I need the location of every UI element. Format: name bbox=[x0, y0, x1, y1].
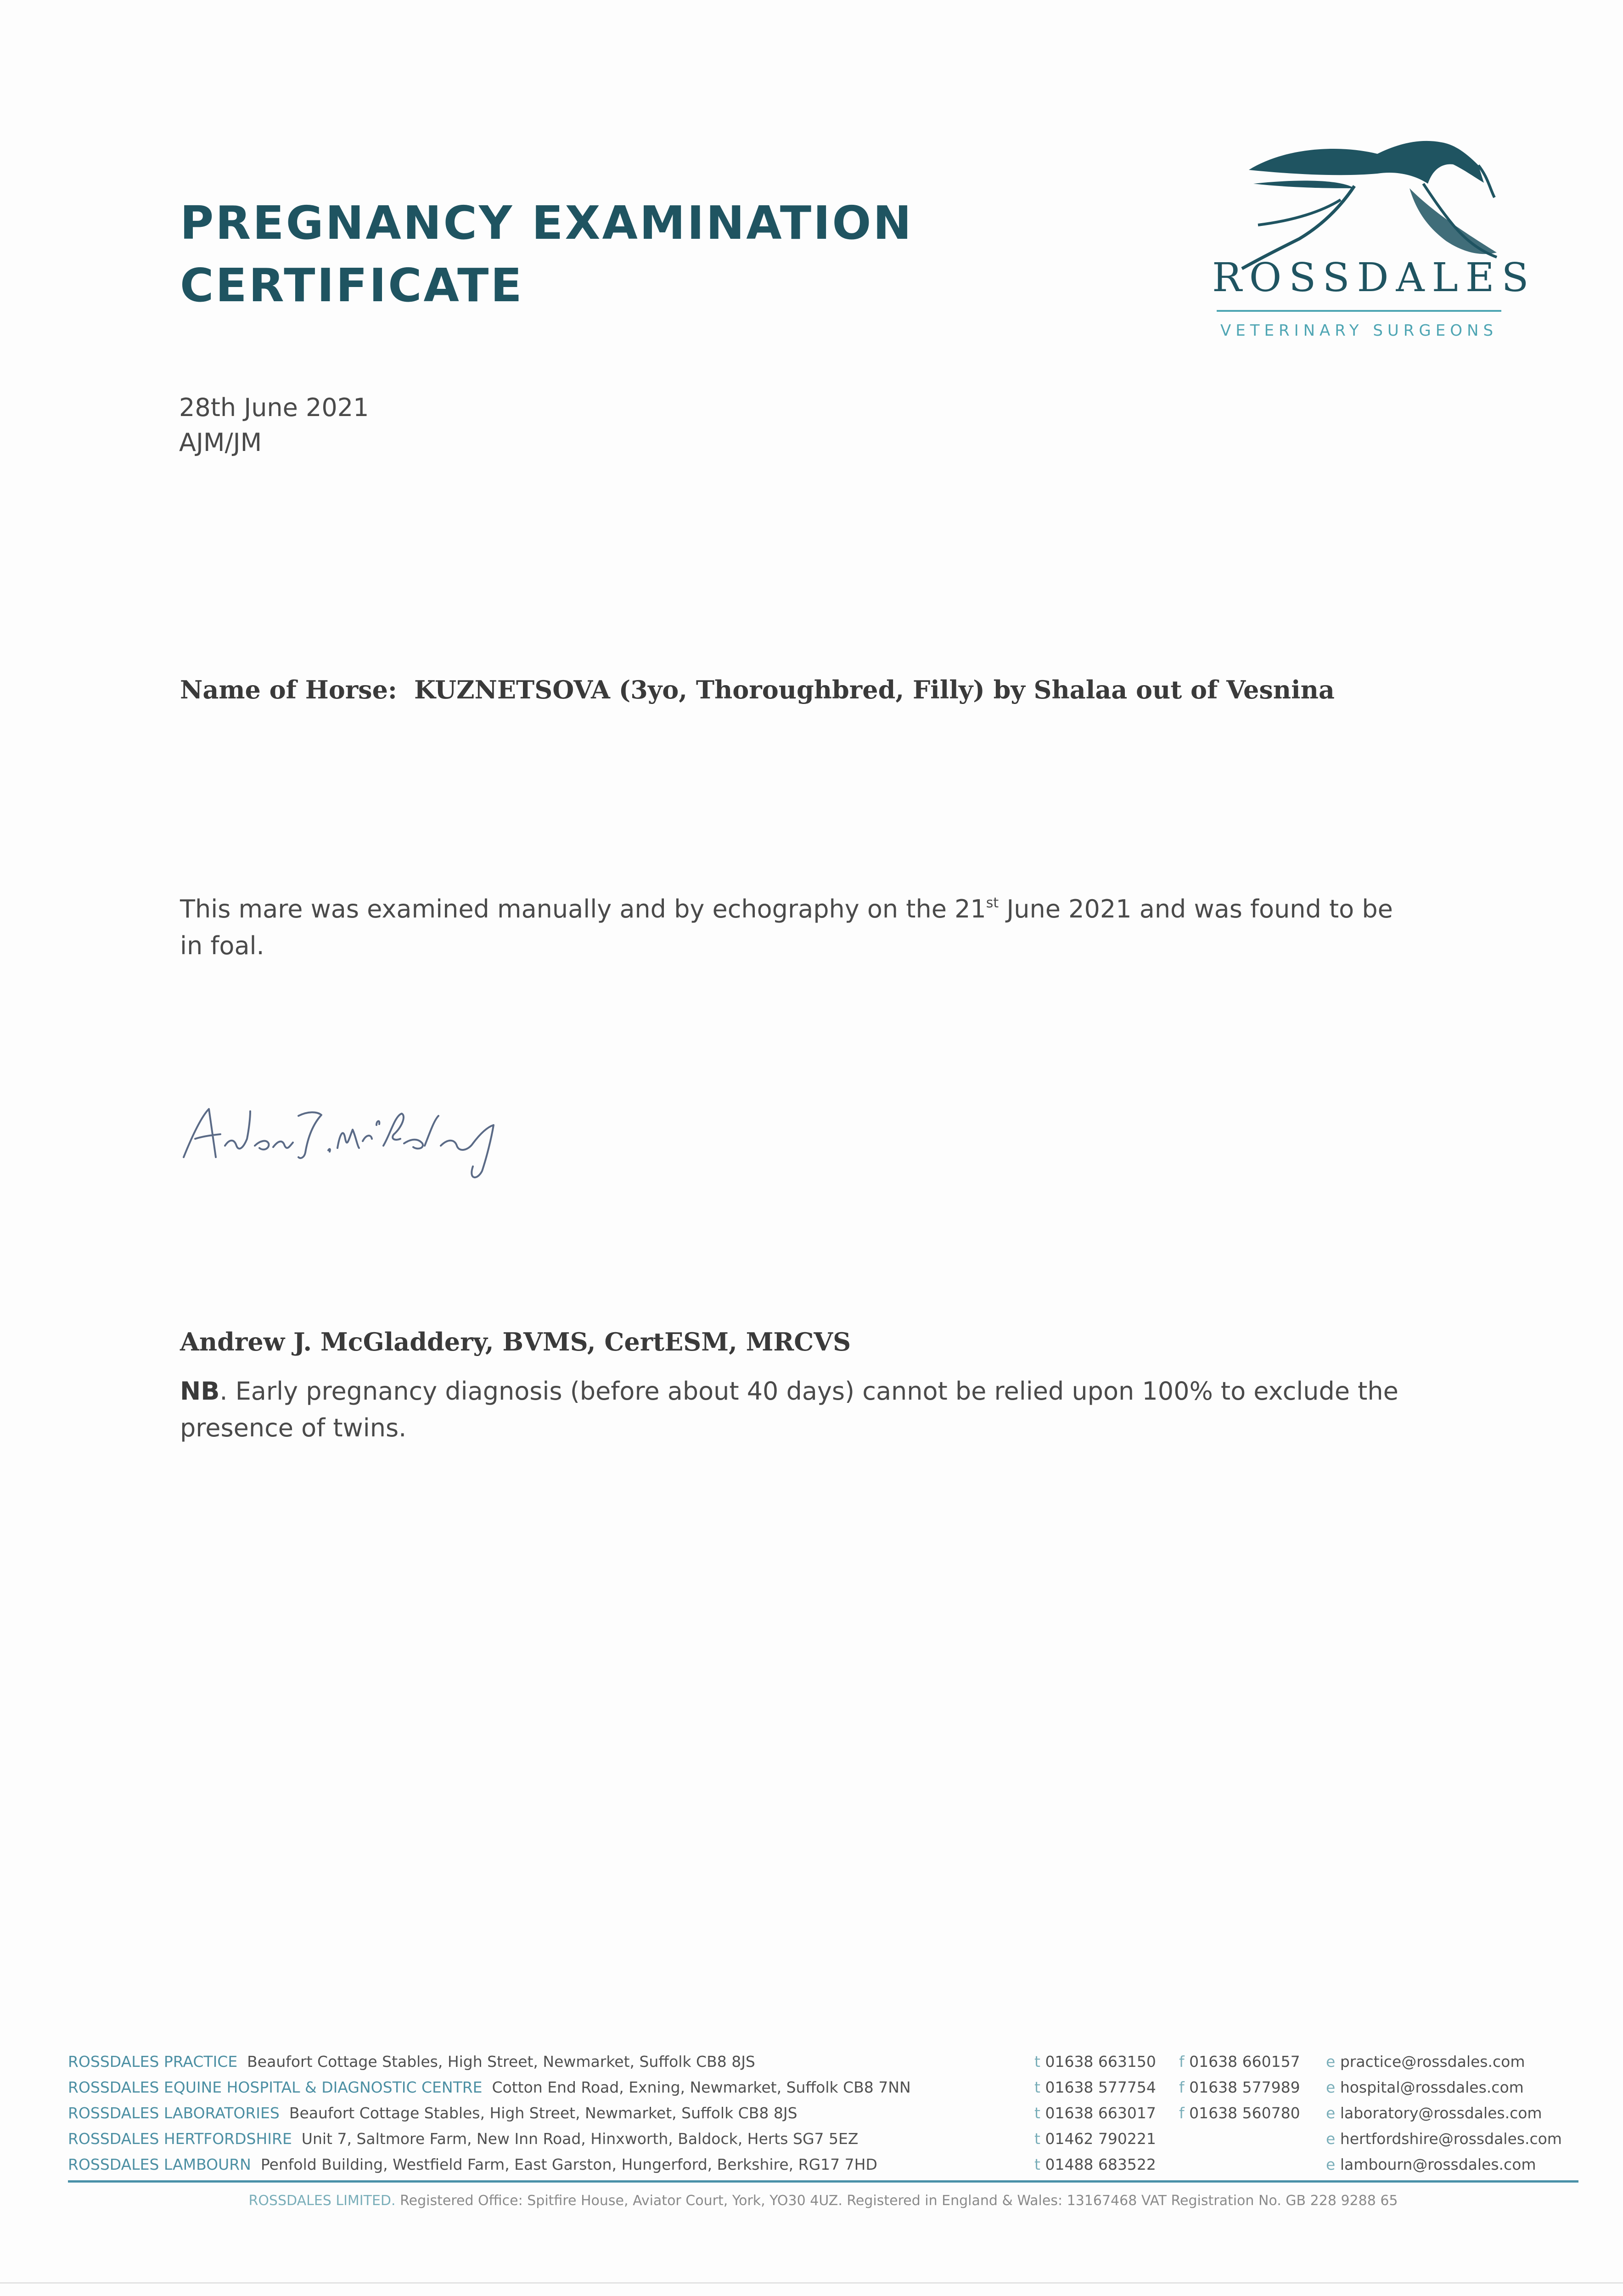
location-email[interactable]: e lambourn@rossdales.com bbox=[1326, 2155, 1536, 2173]
horse-name-value: KUZNETSOVA (3yo, Thoroughbred, Filly) by Shalaa out of Vesnina bbox=[414, 675, 1335, 704]
location-phone: t 01638 663017 bbox=[1034, 2104, 1156, 2122]
logo-divider bbox=[1217, 310, 1501, 312]
horse-logo-icon bbox=[1203, 119, 1536, 349]
location-phone: t 01638 663150 bbox=[1034, 2053, 1156, 2071]
location-phone: t 01638 577754 bbox=[1034, 2078, 1156, 2096]
signer-name: Andrew J. McGladdery, BVMS, CertESM, MRCVS bbox=[180, 1327, 851, 1356]
footer-divider bbox=[68, 2180, 1578, 2183]
location-fax: f 01638 660157 bbox=[1179, 2053, 1300, 2071]
location-address: Beaufort Cottage Stables, High Street, Newmarket, Suffolk CB8 8JS bbox=[247, 2053, 755, 2071]
statement-text-part1: This mare was examined manually and by echography on the 21 bbox=[180, 895, 986, 923]
location-address: Penfold Building, Westfield Farm, East Garston, Hungerford, Berkshire, RG17 7HD bbox=[260, 2155, 877, 2173]
certificate-title bbox=[180, 192, 960, 317]
location-address: Cotton End Road, Exning, Newmarket, Suffolk CB8 7NN bbox=[492, 2078, 911, 2096]
registration-details: Registered Office: Spitfire House, Aviator Court, York, YO30 4UZ. Registered in England & Wales: 13167468 VAT Registration No. GB 228 9288 65 bbox=[400, 2193, 1398, 2209]
footer-row bbox=[68, 2078, 1578, 2104]
location-phone: t 01488 683522 bbox=[1034, 2155, 1156, 2173]
footer-row bbox=[68, 2053, 1578, 2078]
date-ordinal-suffix: st bbox=[986, 895, 999, 911]
logo-tagline: VETERINARY SURGEONS bbox=[1220, 321, 1498, 340]
location-name: ROSSDALES EQUINE HOSPITAL & DIAGNOSTIC CENTRE bbox=[68, 2078, 483, 2096]
logo-wordmark: ROSSDALES bbox=[1212, 255, 1536, 301]
note-text: . Early pregnancy diagnosis (before about 40 days) cannot be relied upon 100% to exclude the presence of twins. bbox=[180, 1377, 1398, 1442]
location-name: ROSSDALES LABORATORIES bbox=[68, 2104, 280, 2122]
company-legal-name: ROSSDALES LIMITED. bbox=[248, 2193, 396, 2209]
location-fax: f 01638 577989 bbox=[1179, 2078, 1300, 2096]
location-name: ROSSDALES PRACTICE bbox=[68, 2053, 238, 2071]
legal-notice bbox=[68, 2193, 1578, 2209]
location-email[interactable]: e laboratory@rossdales.com bbox=[1326, 2104, 1542, 2122]
note-label: NB bbox=[180, 1377, 220, 1406]
footer-row bbox=[68, 2130, 1578, 2155]
horse-name-row bbox=[180, 675, 1335, 704]
location-name: ROSSDALES HERTFORDSHIRE bbox=[68, 2130, 292, 2148]
letter-date: 28th June 2021 bbox=[179, 393, 369, 422]
horse-name-label: Name of Horse: bbox=[180, 675, 397, 704]
title-line-1: PREGNANCY EXAMINATION bbox=[180, 196, 914, 250]
location-name: ROSSDALES LAMBOURN bbox=[68, 2155, 251, 2173]
page-bottom-edge bbox=[0, 2282, 1623, 2284]
location-address: Beaufort Cottage Stables, High Street, Newmarket, Suffolk CB8 8JS bbox=[289, 2104, 797, 2122]
location-email[interactable]: e hospital@rossdales.com bbox=[1326, 2078, 1524, 2096]
location-phone: t 01462 790221 bbox=[1034, 2130, 1156, 2148]
letter-reference: AJM/JM bbox=[179, 428, 262, 457]
location-email[interactable]: e hertfordshire@rossdales.com bbox=[1326, 2130, 1562, 2148]
statement-text-part2: June 2021 and was found to be in foal. bbox=[180, 895, 1393, 960]
footer-row bbox=[68, 2155, 1578, 2181]
location-email[interactable]: e practice@rossdales.com bbox=[1326, 2053, 1525, 2071]
letter-meta bbox=[179, 390, 369, 460]
location-address: Unit 7, Saltmore Farm, New Inn Road, Hinxworth, Baldock, Herts SG7 5EZ bbox=[301, 2130, 859, 2148]
title-line-2: CERTIFICATE bbox=[180, 259, 524, 312]
examination-statement bbox=[180, 891, 1410, 964]
handwritten-signature bbox=[174, 1065, 505, 1185]
footer-row bbox=[68, 2104, 1578, 2130]
pregnancy-note bbox=[180, 1373, 1410, 1446]
location-fax: f 01638 560780 bbox=[1179, 2104, 1300, 2122]
